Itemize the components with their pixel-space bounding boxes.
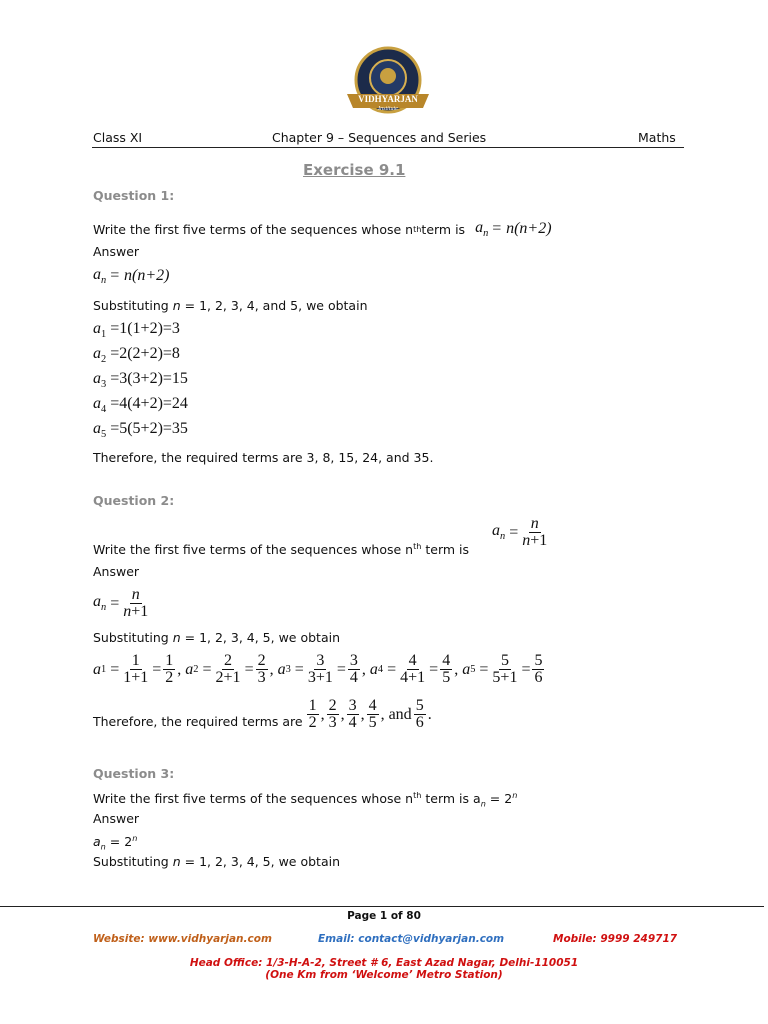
- q2-conclusion: Therefore, the required terms are $\frac{1}{2}$ , $\frac{2}{3}$ , $\frac{3}{4}$ , $\frac{4}{5}$ , and $\frac{5}{6}$ .: [93, 697, 432, 731]
- q1-answer-formula: $a_n$ = n(n+2): [93, 266, 170, 287]
- header-class: Class XI: [93, 130, 143, 145]
- q1-term-4: $a_4 =4(4+2)=24$: [93, 395, 188, 416]
- footer-rule: [0, 906, 764, 907]
- logo-subtext: Institute: [378, 106, 398, 112]
- q3-substitution: Substituting n = 1, 2, 3, 4, 5, we obtain: [93, 854, 341, 869]
- q2-term-5: a 5 = $\frac{5}{5+1}$ = $\frac{5}{6}$: [462, 652, 543, 686]
- q3-answer-formula: $a_n = 2^n$: [93, 833, 138, 852]
- q2-terms: [93, 653, 546, 686]
- q2-answer-label: Answer: [93, 564, 140, 579]
- q2-term-4: a 4 = $\frac{4}{4+1}$ = $\frac{4}{5}$ ,: [369, 652, 463, 686]
- logo-text: VIDHYARJAN: [358, 94, 418, 104]
- footer-mobile: Mobile: 9999 249717: [553, 933, 678, 945]
- q2-term-3: a 3 = $\frac{3}{3+1}$ = $\frac{3}{4}$ ,: [277, 652, 370, 686]
- q2-result-terms: $\frac{1}{2}$ , $\frac{2}{3}$ , $\frac{3}{4}$ , $\frac{4}{5}$ , and $\frac{5}{6}$ .: [308, 697, 432, 731]
- exercise-title: Exercise 9.1: [303, 161, 406, 179]
- q3-prompt: Write the first five terms of the sequences whose $n^{th}$ term is $a_n = 2^n$: [93, 790, 518, 809]
- q1-term-2: $a_2 =2(2+2)=8$: [93, 345, 180, 366]
- footer-email[interactable]: Email: contact@vidhyarjan.com: [318, 933, 505, 945]
- q1-formula: = n(n+2): [491, 220, 552, 237]
- q3-heading: Question 3:: [93, 766, 175, 781]
- q1-heading: Question 1:: [93, 188, 175, 203]
- institute-logo: [345, 46, 431, 122]
- q1-substitution: Substituting n = 1, 2, 3, 4, and 5, we obtain: [93, 298, 368, 313]
- q2-term-1: a 1 = $\frac{1}{1+1}$ = $\frac{1}{2}$ ,: [93, 652, 186, 686]
- q1-term-3: $a_3 =3(3+2)=15$: [93, 370, 188, 391]
- q2-heading: Question 2:: [93, 493, 175, 508]
- q2-prompt: Write the first five terms of the sequences whose $n^{th}$ term is: [93, 541, 470, 558]
- q2-term-2: a 2 = $\frac{2}{2+1}$ = $\frac{2}{3}$ ,: [185, 652, 278, 686]
- q1-term-1: $a_1 =1(1+2)=3$: [93, 320, 180, 341]
- footer-website[interactable]: Website: www.vidhyarjan.com: [93, 933, 272, 945]
- q3-answer-label: Answer: [93, 811, 140, 826]
- footer-office: Head Office: 1/3-H-A-2, Street # 6, East Azad Nagar, Delhi-110051: [189, 957, 579, 969]
- q1-conclusion: Therefore, the required terms are 3, 8, 15, 24, and 35.: [93, 450, 434, 465]
- q1-prompt: Write the first five terms of the sequences whose n th term is $a_n$ = n(n+2): [93, 218, 552, 240]
- page-number: Page 1 of 80: [347, 910, 421, 922]
- q2-formula: $a_n$ = $\frac{n}{n+1}$: [492, 515, 548, 549]
- footer-office-note: (One Km from ‘Welcome’ Metro Station): [265, 969, 503, 981]
- header-subject: Maths: [638, 130, 676, 145]
- header-chapter: Chapter 9 – Sequences and Series: [272, 130, 487, 145]
- header-rule: [92, 147, 684, 148]
- q1-answer-label: Answer: [93, 244, 140, 259]
- q2-answer-formula: $a_n$ = $\frac{n}{n+1}$: [93, 586, 149, 620]
- q2-substitution: Substituting n = 1, 2, 3, 4, 5, we obtain: [93, 630, 341, 645]
- q1-term-5: $a_5 =5(5+2)=35$: [93, 420, 188, 441]
